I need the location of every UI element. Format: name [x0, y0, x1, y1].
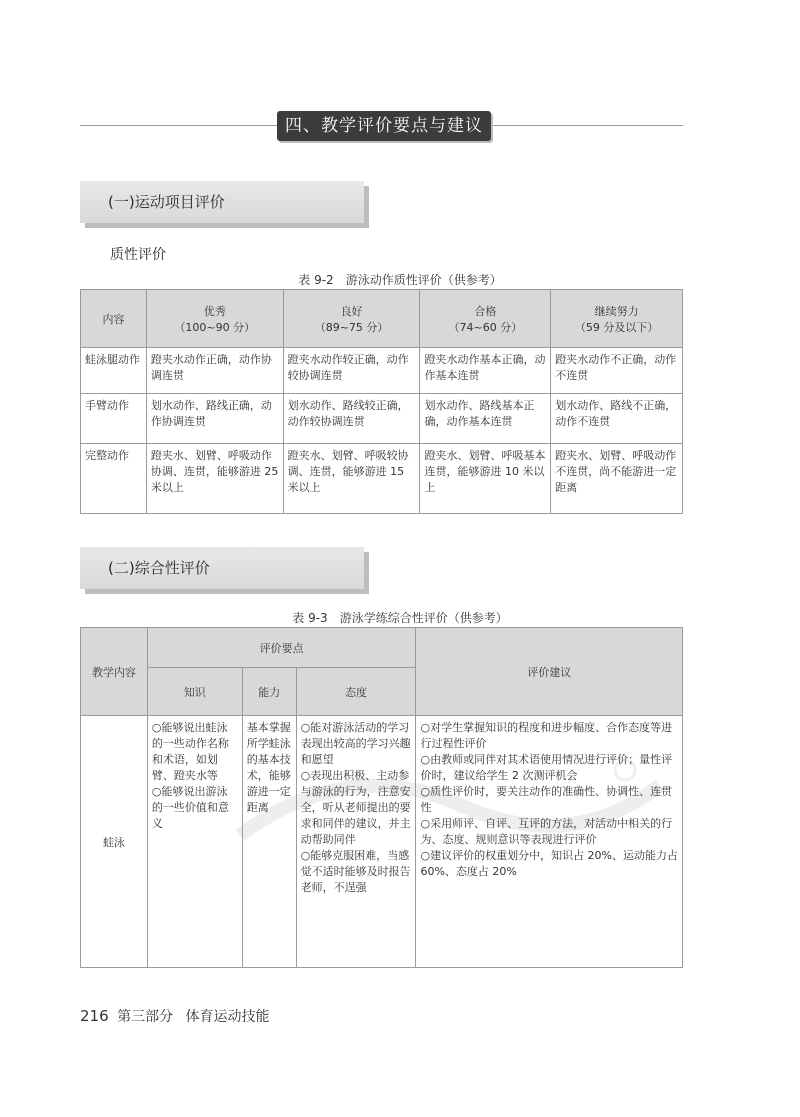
table-cell: 蹬夹水、划臂、呼吸较协调、连贯，能够游进 15 米以上: [283, 444, 420, 514]
t2-header-points: 评价要点: [147, 628, 416, 668]
t2-header-attitude: 态度: [296, 668, 416, 716]
t1-header-good: 良好 （89~75 分）: [283, 290, 420, 348]
page-footer: [80, 1006, 270, 1026]
table-9-2: [80, 289, 683, 514]
t2-header-ability: 能力: [242, 668, 296, 716]
table-cell: 划水动作、路线不正确，动作不连贯: [551, 394, 683, 444]
table1-caption: 表 9-2 游泳动作质性评价（供参考）: [298, 273, 502, 287]
table-cell: 蹬夹水动作较正确，动作较协调连贯: [283, 348, 420, 394]
table-cell: 手臂动作: [81, 394, 147, 444]
page-number: 216: [80, 1007, 109, 1025]
table-cell: 蹬夹水、划臂、呼吸基本连贯，能够游进 10 米以上: [420, 444, 551, 514]
table-cell: 划水动作、路线基本正确，动作基本连贯: [420, 394, 551, 444]
table-cell: 蹬夹水动作不正确，动作不连贯: [551, 348, 683, 394]
t1-header-content: 内容: [81, 290, 147, 348]
t2-advice-cell: ○对学生掌握知识的程度和进步幅度、合作态度等进行过程性评价 ○由教师或同伴对其术语使用情况进行评价；量性评价时，建议给学生 2 次测评机会 ○质性评价时，要关注动作的准确性、协调性、连贯性 ○采用师评、自评、互评的方法，对活动中相关的行为、态度、规则意识等表现进行评价 ○建议评价的权重划分中，知识占 20%、运动能力占 60%、态度占 20%: [416, 716, 683, 968]
table-cell: 划水动作、路线正确，动作协调连贯: [146, 394, 283, 444]
table-cell: 完整动作: [81, 444, 147, 514]
t1-header-improve: 继续努力 （59 分及以下）: [551, 290, 683, 348]
t2-ability-cell: 基本掌握所学蛙泳的基本技术，能够游进一定距离: [242, 716, 296, 968]
t1-header-excellent: 优秀 （100~90 分）: [146, 290, 283, 348]
table-cell: 蹬夹水动作正确，动作协调连贯: [146, 348, 283, 394]
section-title: 四、教学评价要点与建议: [277, 111, 491, 141]
qualitative-eval-label: 质性评价: [110, 247, 166, 263]
table-cell: 蹬夹水动作基本正确，动作基本连贯: [420, 348, 551, 394]
part-label: 第三部分: [117, 1009, 174, 1025]
table-cell: 划水动作、路线较正确，动作较协调连贯: [283, 394, 420, 444]
t2-knowledge-cell: ○能够说出蛙泳的一些动作名称和术语，如划臂、蹬夹水等 ○能够说出游泳的一些价值和意义: [147, 716, 242, 968]
t2-header-knowledge: 知识: [147, 668, 242, 716]
t2-attitude-cell: ○能对游泳活动的学习表现出较高的学习兴趣和愿望 ○表现出积极、主动参与游泳的行为，注意安全，听从老师提出的要求和同伴的建议，并主动帮助同伴 ○能够克服困难，当感觉不适时能够及时报告老师，不逞强: [296, 716, 416, 968]
table-cell: 蹬夹水、划臂、呼吸动作不连贯，尚不能游进一定距离: [551, 444, 683, 514]
part-title: 体育运动技能: [185, 1009, 270, 1025]
t1-header-pass: 合格 （74~60 分）: [420, 290, 551, 348]
subsection-heading-1: (一)运动项目评价: [80, 181, 364, 223]
table-cell: 蛙泳腿动作: [81, 348, 147, 394]
t2-header-content: 教学内容: [81, 628, 148, 716]
t2-header-advice: 评价建议: [416, 628, 683, 716]
t2-row-content: 蛙泳: [81, 716, 148, 968]
table2-caption: 表 9-3 游泳学练综合性评价（供参考）: [292, 611, 508, 625]
table-cell: 蹬夹水、划臂、呼吸动作协调、连贯，能够游进 25 米以上: [146, 444, 283, 514]
subsection-heading-2: (二)综合性评价: [80, 547, 364, 589]
table-9-3: [80, 627, 683, 968]
